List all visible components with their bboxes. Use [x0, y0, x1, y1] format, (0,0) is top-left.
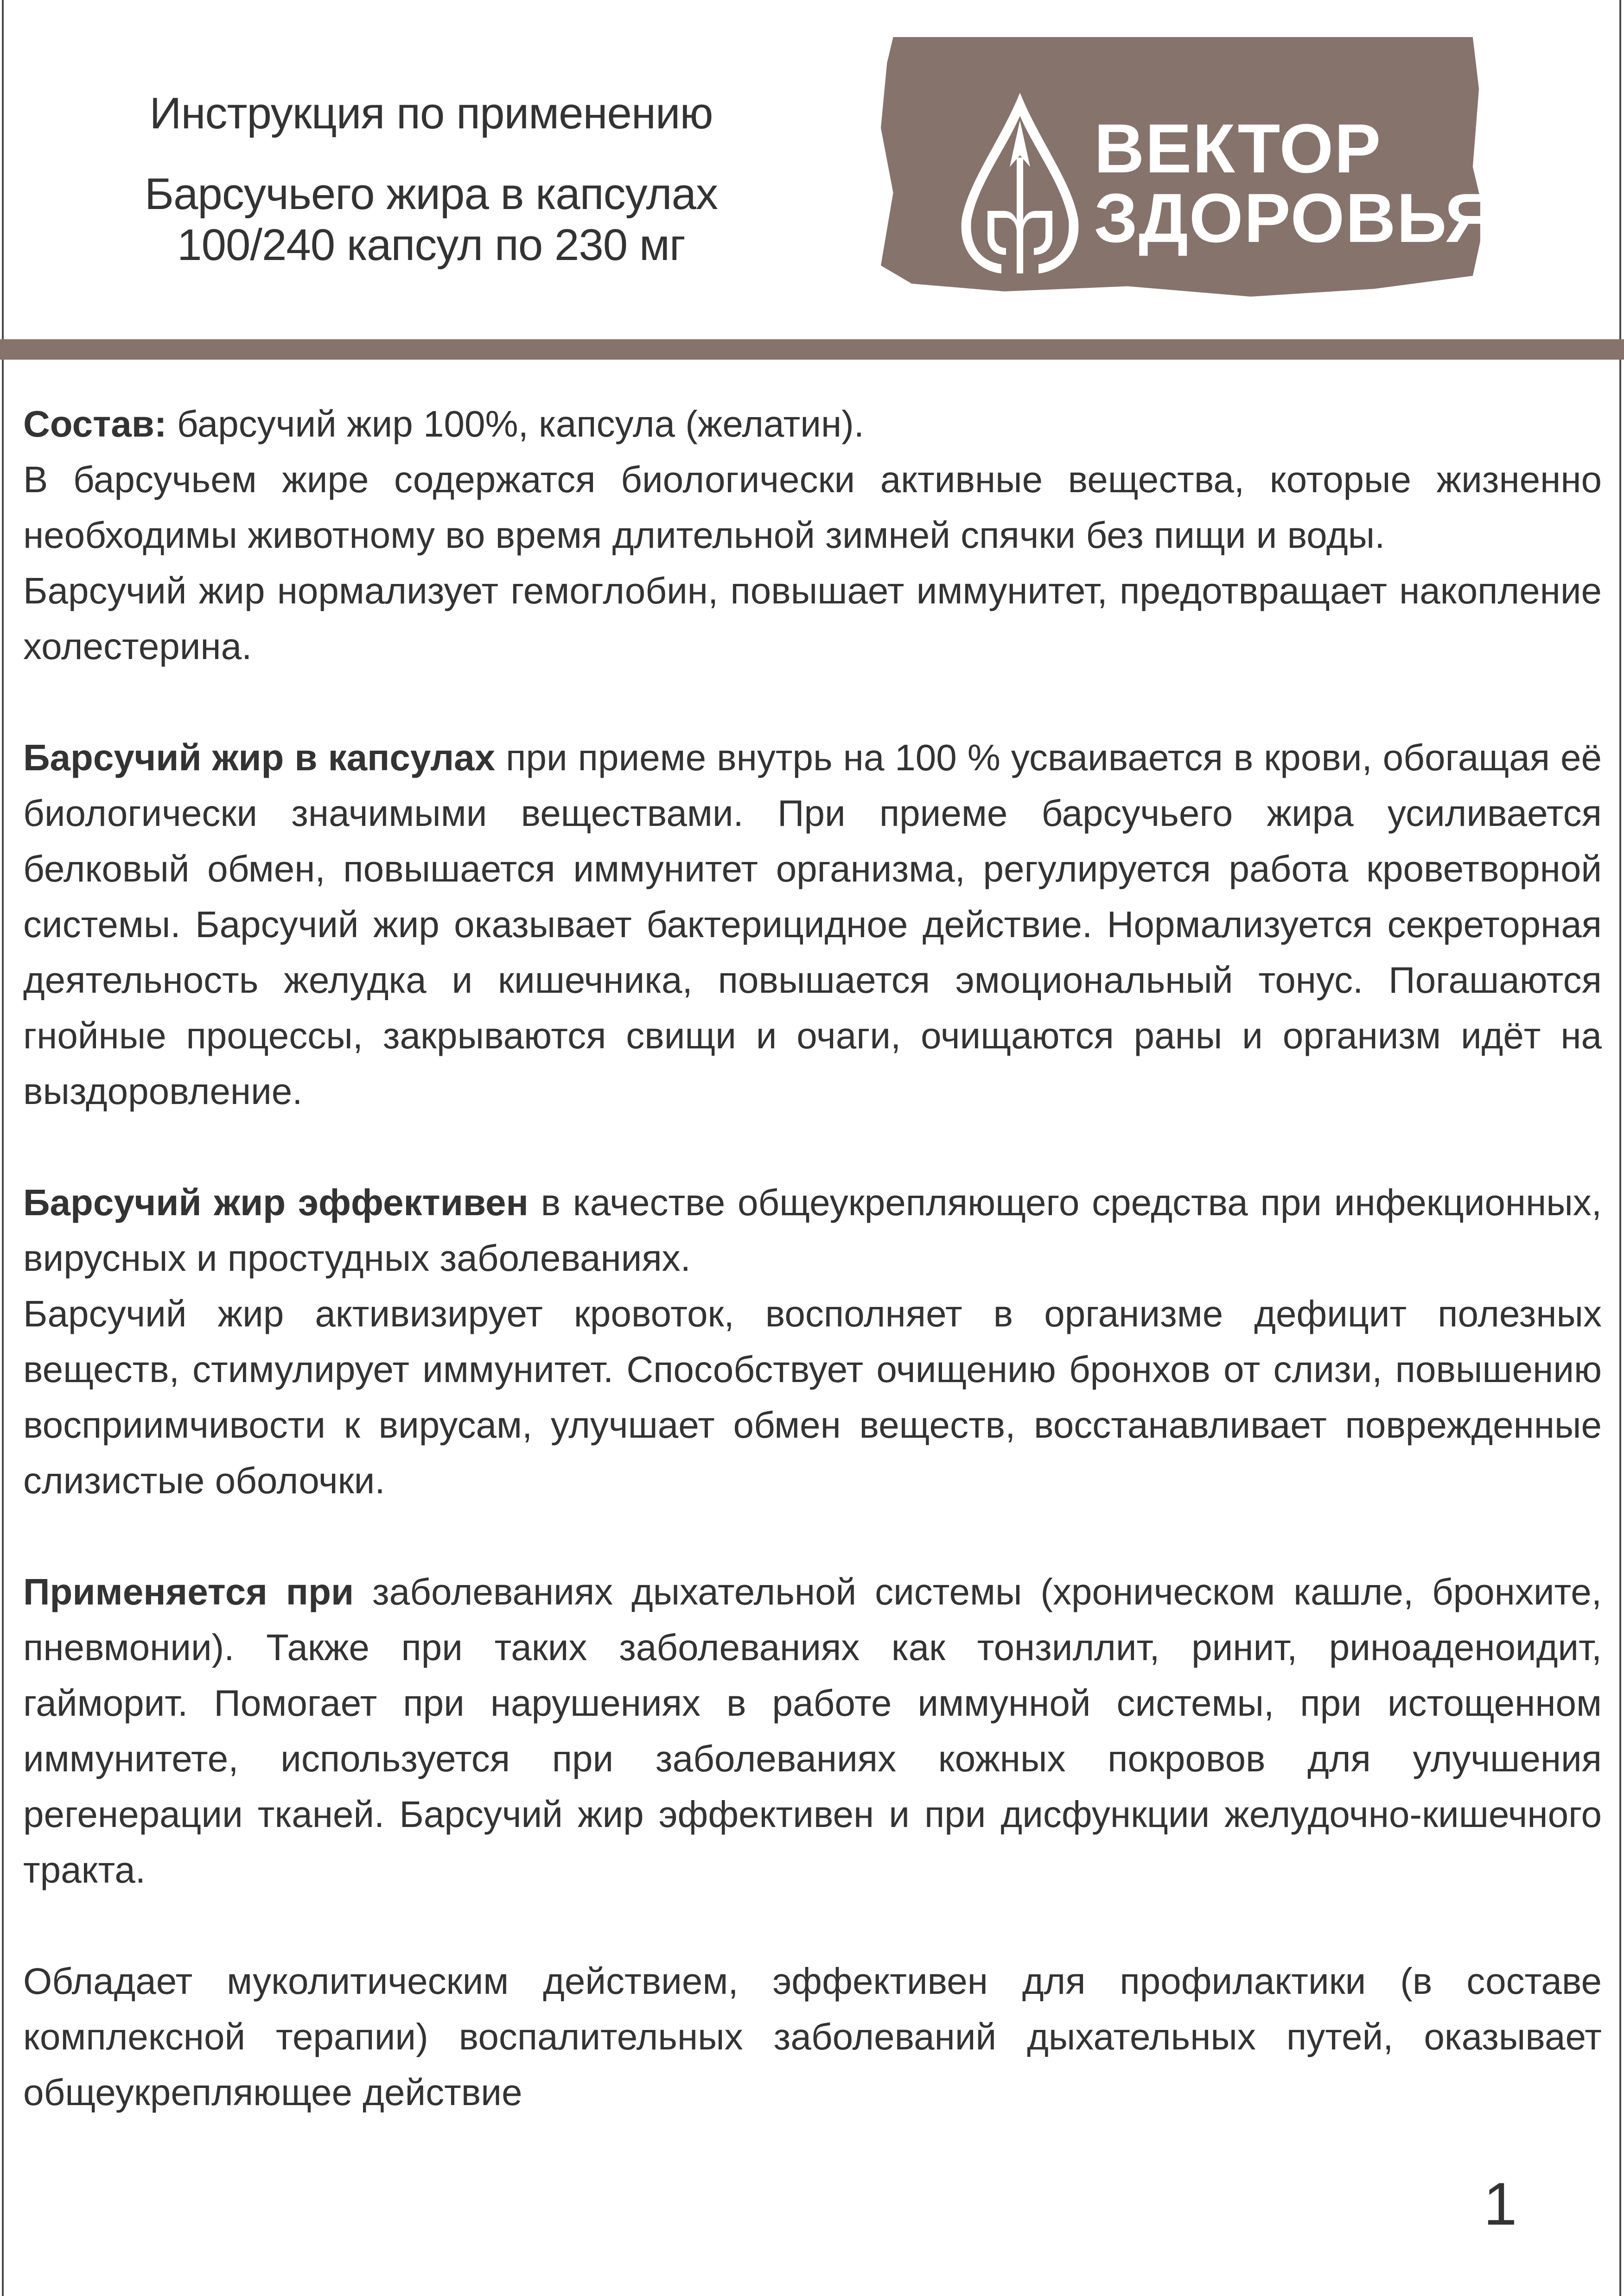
paragraph-text: заболеваниях дыхательной системы (хроническом кашле, бронхите, пневмонии). Также при таких заболеваниях как тонзиллит, ринит, риноаденоидит, гайморит. Помогает при нарушениях в работе иммунной системы, при истощенном иммунитете, используется при заболеваниях кожных покровов для улучшения регенерации тканей. Барсучий жир эффективен и при дисфункции желудочно-кишечного тракта.: [23, 1571, 1602, 1890]
title-line-1: Инструкция по применению: [149, 89, 713, 138]
document-title: [70, 88, 793, 271]
paragraph-text: в качестве общеукрепляющего средства при инфекционных, вирусных и простудных заболеваниях.: [23, 1182, 1602, 1279]
brand-logo: [872, 37, 1507, 315]
document-body: [23, 396, 1602, 2176]
section-mucolytic: [23, 1954, 1602, 2120]
paragraph: [23, 452, 1602, 563]
paragraph: [23, 1286, 1602, 1509]
paragraph: [23, 1564, 1602, 1898]
drop-leaf-arrow-icon: [950, 88, 1089, 278]
paragraph-lead: Барсучий жир эффективен: [23, 1182, 529, 1223]
paragraph-text: Барсучий жир активизирует кровоток, восполняет в организме дефицит полезных веществ, стимулирует иммунитет. Способствует очищению бронхов от слизи, повышению восприимчивости к вирусам, улучшает обмен веществ, восстанавливает поврежденные слизистые оболочки.: [23, 1293, 1602, 1501]
section-capsules: [23, 730, 1602, 1119]
logo-wordmark: [1094, 109, 1496, 257]
section-effective: [23, 1175, 1602, 1509]
paragraph-text: Обладает муколитическим действием, эффективен для профилактики (в составе комплексной терапии) воспалительных заболеваний дыхательных путей, оказывает общеукрепляющее действие: [23, 1960, 1602, 2113]
paragraph-text: Барсучий жир нормализует гемоглобин, повышает иммунитет, предотвращает накопление холестерина.: [23, 570, 1602, 667]
paragraph: [23, 730, 1602, 1119]
page-number: 1: [1484, 2170, 1517, 2238]
section-composition: [23, 396, 1602, 674]
paragraph-lead: Состав:: [23, 403, 167, 444]
paragraph: [23, 396, 1602, 452]
logo-text-line-2: ЗДОРОВЬЯ: [1094, 179, 1496, 257]
header-divider-band: [0, 339, 1624, 360]
paragraph: [23, 1175, 1602, 1286]
logo-text-line-1: ВЕКТОР: [1094, 109, 1382, 187]
paragraph-lead: Применяется при: [23, 1571, 354, 1612]
paragraph-text: барсучий жир 100%, капсула (желатин).: [166, 403, 865, 444]
section-indications: [23, 1564, 1602, 1898]
paragraph: [23, 563, 1602, 674]
paragraph-text: при приеме внутрь на 100 % усваивается в крови, обогащая её биологически значимыми веществами. При приеме барсучьего жира усиливается белковый обмен, повышается иммунитет организма, регулируется работа кроветворной системы. Барсучий жир оказывает бактерицидное действие. Нормализуется секреторная деятельность желудка и кишечника, повышается эмоциональный тонус. Погашаются гнойные процессы, закрываются свищи и очаги, очищаются раны и организм идёт на выздоровление.: [23, 737, 1602, 1112]
paragraph-lead: Барсучий жир в капсулах: [23, 737, 496, 778]
paragraph-text: В барсучьем жире содержатся биологически активные вещества, которые жизненно необходимы животному во время длительной зимней спячки без пищи и воды.: [23, 459, 1602, 556]
title-line-2: Барсучьего жира в капсулах: [145, 169, 718, 219]
title-line-3: 100/240 капсул по 230 мг: [177, 220, 685, 270]
paragraph: [23, 1954, 1602, 2120]
